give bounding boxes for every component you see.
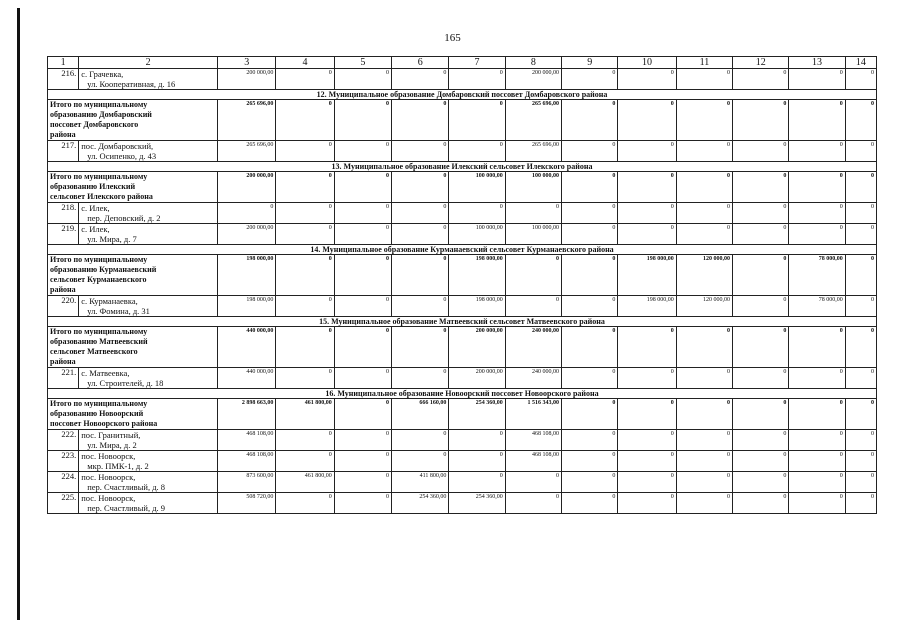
amount-cell: 200 000,00 bbox=[505, 69, 561, 90]
address-line: ул. Мира, д. 2 bbox=[87, 440, 137, 450]
amount-cell: 461 800,00 bbox=[276, 399, 334, 430]
page-number: 165 bbox=[444, 32, 461, 44]
row-number: 224. bbox=[48, 472, 79, 493]
amount-cell: 0 bbox=[276, 368, 334, 389]
column-header: 5 bbox=[334, 57, 391, 69]
amount-cell: 0 bbox=[789, 327, 845, 368]
address-line: с. Илек, bbox=[81, 224, 110, 234]
table-row bbox=[48, 451, 877, 472]
column-header: 13 bbox=[789, 57, 845, 69]
amount-cell: 78 000,00 bbox=[789, 255, 845, 296]
amount-cell: 200 000,00 bbox=[218, 172, 276, 203]
amount-cell: 198 000,00 bbox=[218, 296, 276, 317]
address-line: ул. Мира, д. 7 bbox=[87, 234, 137, 244]
address-cell bbox=[79, 451, 218, 472]
amount-cell: 0 bbox=[334, 451, 391, 472]
amount-cell: 120 000,00 bbox=[676, 255, 732, 296]
amount-cell: 0 bbox=[789, 493, 845, 514]
address-line: ул. Строителей, д. 18 bbox=[87, 378, 164, 388]
address-line: пер. Счастливый, д. 9 bbox=[87, 503, 166, 513]
amount-cell: 240 000,00 bbox=[505, 368, 561, 389]
amount-cell: 0 bbox=[334, 141, 391, 162]
row-number: 222. bbox=[48, 430, 79, 451]
amount-cell: 440 000,00 bbox=[218, 327, 276, 368]
amount-cell: 0 bbox=[334, 172, 391, 203]
amount-cell: 0 bbox=[562, 255, 618, 296]
amount-cell: 0 bbox=[676, 493, 732, 514]
amount-cell: 0 bbox=[334, 493, 391, 514]
address-cell bbox=[79, 472, 218, 493]
amount-cell: 0 bbox=[562, 368, 618, 389]
amount-cell: 0 bbox=[789, 69, 845, 90]
column-header: 9 bbox=[562, 57, 618, 69]
total-label-line: сельсовет Матвеевского bbox=[50, 347, 138, 356]
amount-cell: 0 bbox=[845, 368, 876, 389]
table-row bbox=[48, 368, 877, 389]
total-row bbox=[48, 327, 877, 368]
amount-cell: 468 108,00 bbox=[505, 430, 561, 451]
column-header-row bbox=[48, 57, 877, 69]
amount-cell: 265 696,00 bbox=[218, 100, 276, 141]
amount-cell: 0 bbox=[449, 430, 505, 451]
row-number: 221. bbox=[48, 368, 79, 389]
amount-cell: 0 bbox=[392, 224, 449, 245]
amount-cell: 0 bbox=[562, 100, 618, 141]
amount-cell: 0 bbox=[618, 451, 676, 472]
amount-cell: 0 bbox=[733, 451, 789, 472]
amount-cell: 100 000,00 bbox=[505, 172, 561, 203]
amount-cell: 0 bbox=[334, 327, 391, 368]
total-label-line: района bbox=[50, 357, 76, 366]
amount-cell: 254 360,00 bbox=[449, 399, 505, 430]
amount-cell: 100 000,00 bbox=[505, 224, 561, 245]
amount-cell: 873 600,00 bbox=[218, 472, 276, 493]
amount-cell: 0 bbox=[505, 255, 561, 296]
amount-cell: 0 bbox=[334, 472, 391, 493]
amount-cell: 0 bbox=[789, 141, 845, 162]
amount-cell: 0 bbox=[733, 203, 789, 224]
section-heading-row bbox=[48, 245, 877, 255]
amount-cell: 0 bbox=[276, 141, 334, 162]
total-label-line: поссовет Домбаровского bbox=[50, 120, 139, 129]
address-cell bbox=[79, 430, 218, 451]
section-title: 13. Муниципальное образование Илекский сельсовет Илекского района bbox=[48, 162, 877, 172]
column-header: 3 bbox=[218, 57, 276, 69]
amount-cell: 0 bbox=[562, 430, 618, 451]
amount-cell: 200 000,00 bbox=[218, 224, 276, 245]
amount-cell: 0 bbox=[733, 368, 789, 389]
amount-cell: 0 bbox=[505, 296, 561, 317]
amount-cell: 0 bbox=[276, 430, 334, 451]
amount-cell: 0 bbox=[618, 172, 676, 203]
total-label-line: образованию Домбаровский bbox=[50, 110, 152, 119]
amount-cell: 0 bbox=[276, 327, 334, 368]
total-label-line: Итого по муниципальному bbox=[50, 100, 148, 109]
amount-cell: 0 bbox=[334, 368, 391, 389]
amount-cell: 0 bbox=[618, 100, 676, 141]
total-row bbox=[48, 100, 877, 141]
amount-cell: 0 bbox=[676, 399, 732, 430]
amount-cell: 0 bbox=[276, 203, 334, 224]
amount-cell: 0 bbox=[676, 141, 732, 162]
amount-cell: 0 bbox=[618, 430, 676, 451]
total-row bbox=[48, 399, 877, 430]
address-line: пос. Новоорск, bbox=[81, 472, 136, 482]
amount-cell: 0 bbox=[845, 493, 876, 514]
total-label-line: поссовет Новоорского района bbox=[50, 419, 158, 428]
amount-cell: 0 bbox=[789, 224, 845, 245]
amount-cell: 0 bbox=[334, 399, 391, 430]
amount-cell: 0 bbox=[505, 493, 561, 514]
amount-cell: 0 bbox=[562, 296, 618, 317]
table-row bbox=[48, 69, 877, 90]
address-cell bbox=[79, 69, 218, 90]
amount-cell: 200 000,00 bbox=[449, 327, 505, 368]
amount-cell: 0 bbox=[845, 430, 876, 451]
section-title: 14. Муниципальное образование Курманаевский сельсовет Курманаевского района bbox=[48, 245, 877, 255]
table-row bbox=[48, 296, 877, 317]
amount-cell: 0 bbox=[334, 255, 391, 296]
address-cell bbox=[79, 141, 218, 162]
amount-cell: 240 000,00 bbox=[505, 327, 561, 368]
amount-cell: 0 bbox=[676, 368, 732, 389]
column-header: 8 bbox=[505, 57, 561, 69]
amount-cell: 0 bbox=[733, 172, 789, 203]
amount-cell: 265 696,00 bbox=[505, 141, 561, 162]
total-label-line: района bbox=[50, 285, 76, 294]
amount-cell: 0 bbox=[618, 203, 676, 224]
amount-cell: 120 000,00 bbox=[676, 296, 732, 317]
amount-cell: 0 bbox=[276, 172, 334, 203]
address-cell bbox=[79, 224, 218, 245]
amount-cell: 0 bbox=[562, 172, 618, 203]
row-number: 216. bbox=[48, 69, 79, 90]
row-number: 219. bbox=[48, 224, 79, 245]
amount-cell: 0 bbox=[845, 224, 876, 245]
address-line: пос. Новоорск, bbox=[81, 451, 136, 461]
total-label-line: Итого по муниципальному bbox=[50, 327, 148, 336]
amount-cell: 0 bbox=[676, 100, 732, 141]
amount-cell: 0 bbox=[276, 493, 334, 514]
table-row bbox=[48, 493, 877, 514]
total-row bbox=[48, 255, 877, 296]
amount-cell: 0 bbox=[392, 100, 449, 141]
amount-cell: 0 bbox=[676, 451, 732, 472]
amount-cell: 0 bbox=[845, 472, 876, 493]
address-line: с. Курманаевка, bbox=[81, 296, 138, 306]
total-label-line: Итого по муниципальному bbox=[50, 172, 148, 181]
total-label bbox=[48, 172, 218, 203]
address-line: пос. Домбаровский, bbox=[81, 141, 154, 151]
amount-cell: 0 bbox=[733, 100, 789, 141]
amount-cell: 0 bbox=[562, 451, 618, 472]
amount-cell: 0 bbox=[618, 472, 676, 493]
section-heading-row bbox=[48, 317, 877, 327]
amount-cell: 0 bbox=[733, 224, 789, 245]
amount-cell: 0 bbox=[618, 69, 676, 90]
amount-cell: 0 bbox=[334, 100, 391, 141]
amount-cell: 0 bbox=[789, 203, 845, 224]
row-number: 225. bbox=[48, 493, 79, 514]
amount-cell: 0 bbox=[676, 224, 732, 245]
table-row bbox=[48, 141, 877, 162]
amount-cell: 0 bbox=[676, 172, 732, 203]
amount-cell: 0 bbox=[845, 172, 876, 203]
amount-cell: 100 000,00 bbox=[449, 224, 505, 245]
amount-cell: 0 bbox=[733, 430, 789, 451]
total-label-line: сельсовет Курманаевского bbox=[50, 275, 147, 284]
amount-cell: 0 bbox=[505, 472, 561, 493]
amount-cell: 0 bbox=[562, 399, 618, 430]
column-header: 10 bbox=[618, 57, 676, 69]
amount-cell: 0 bbox=[676, 472, 732, 493]
amount-cell: 0 bbox=[392, 141, 449, 162]
address-line: ул. Кооперативная, д. 16 bbox=[87, 79, 176, 89]
address-line: с. Грачевка, bbox=[81, 69, 124, 79]
address-line: мкр. ПМК-1, д. 2 bbox=[87, 461, 149, 471]
address-line: ул. Фомина, д. 31 bbox=[87, 306, 150, 316]
column-header: 4 bbox=[276, 57, 334, 69]
amount-cell: 468 108,00 bbox=[218, 451, 276, 472]
amount-cell: 0 bbox=[449, 472, 505, 493]
amount-cell: 198 000,00 bbox=[449, 255, 505, 296]
amount-cell: 0 bbox=[845, 141, 876, 162]
amount-cell: 666 160,00 bbox=[392, 399, 449, 430]
address-cell bbox=[79, 368, 218, 389]
amount-cell: 0 bbox=[789, 430, 845, 451]
total-label-line: образованию Новоорский bbox=[50, 409, 144, 418]
column-header: 12 bbox=[733, 57, 789, 69]
address-line: пос. Новоорск, bbox=[81, 493, 136, 503]
amount-cell: 0 bbox=[845, 255, 876, 296]
section-heading-row bbox=[48, 162, 877, 172]
column-header: 11 bbox=[676, 57, 732, 69]
amount-cell: 0 bbox=[618, 224, 676, 245]
amount-cell: 0 bbox=[618, 493, 676, 514]
address-line: с. Матвеевка, bbox=[81, 368, 130, 378]
amount-cell: 0 bbox=[392, 451, 449, 472]
amount-cell: 198 000,00 bbox=[449, 296, 505, 317]
amount-cell: 0 bbox=[449, 100, 505, 141]
table-row bbox=[48, 224, 877, 245]
column-header: 7 bbox=[449, 57, 505, 69]
amount-cell: 0 bbox=[392, 430, 449, 451]
amount-cell: 0 bbox=[392, 368, 449, 389]
amount-cell: 0 bbox=[676, 69, 732, 90]
amount-cell: 0 bbox=[733, 69, 789, 90]
amount-cell: 0 bbox=[618, 327, 676, 368]
row-number: 220. bbox=[48, 296, 79, 317]
amount-cell: 0 bbox=[733, 399, 789, 430]
column-header: 1 bbox=[48, 57, 79, 69]
amount-cell: 0 bbox=[276, 296, 334, 317]
total-row bbox=[48, 172, 877, 203]
column-header: 6 bbox=[392, 57, 449, 69]
amount-cell: 0 bbox=[789, 472, 845, 493]
table-row bbox=[48, 472, 877, 493]
amount-cell: 0 bbox=[676, 203, 732, 224]
amount-cell: 468 108,00 bbox=[505, 451, 561, 472]
amount-cell: 0 bbox=[733, 493, 789, 514]
total-label bbox=[48, 255, 218, 296]
amount-cell: 0 bbox=[276, 100, 334, 141]
total-label-line: образованию Матвеевский bbox=[50, 337, 148, 346]
amount-cell: 0 bbox=[334, 296, 391, 317]
row-number: 218. bbox=[48, 203, 79, 224]
amount-cell: 0 bbox=[789, 451, 845, 472]
amount-cell: 0 bbox=[276, 451, 334, 472]
address-line: пер. Счастливый, д. 8 bbox=[87, 482, 166, 492]
amount-cell: 0 bbox=[392, 327, 449, 368]
amount-cell: 0 bbox=[562, 224, 618, 245]
amount-cell: 198 000,00 bbox=[218, 255, 276, 296]
amount-cell: 265 696,00 bbox=[218, 141, 276, 162]
amount-cell: 0 bbox=[449, 451, 505, 472]
budget-table bbox=[47, 56, 877, 514]
row-number: 217. bbox=[48, 141, 79, 162]
amount-cell: 0 bbox=[334, 203, 391, 224]
amount-cell: 0 bbox=[276, 69, 334, 90]
amount-cell: 0 bbox=[392, 203, 449, 224]
total-label bbox=[48, 100, 218, 141]
amount-cell: 508 720,00 bbox=[218, 493, 276, 514]
address-cell bbox=[79, 296, 218, 317]
address-cell bbox=[79, 493, 218, 514]
amount-cell: 0 bbox=[276, 224, 334, 245]
amount-cell: 0 bbox=[562, 141, 618, 162]
amount-cell: 0 bbox=[789, 100, 845, 141]
table-row bbox=[48, 203, 877, 224]
amount-cell: 0 bbox=[392, 296, 449, 317]
amount-cell: 0 bbox=[618, 368, 676, 389]
amount-cell: 254 360,00 bbox=[392, 493, 449, 514]
amount-cell: 411 800,00 bbox=[392, 472, 449, 493]
amount-cell: 0 bbox=[334, 224, 391, 245]
amount-cell: 0 bbox=[733, 141, 789, 162]
amount-cell: 0 bbox=[449, 69, 505, 90]
amount-cell: 0 bbox=[845, 100, 876, 141]
amount-cell: 200 000,00 bbox=[218, 69, 276, 90]
amount-cell: 0 bbox=[392, 255, 449, 296]
amount-cell: 0 bbox=[449, 141, 505, 162]
amount-cell: 2 898 663,00 bbox=[218, 399, 276, 430]
section-heading-row bbox=[48, 389, 877, 399]
amount-cell: 198 000,00 bbox=[618, 255, 676, 296]
amount-cell: 0 bbox=[618, 141, 676, 162]
amount-cell: 0 bbox=[845, 69, 876, 90]
amount-cell: 0 bbox=[562, 69, 618, 90]
column-header: 2 bbox=[79, 57, 218, 69]
amount-cell: 0 bbox=[334, 430, 391, 451]
amount-cell: 0 bbox=[733, 296, 789, 317]
total-label-line: района bbox=[50, 130, 76, 139]
amount-cell: 0 bbox=[218, 203, 276, 224]
amount-cell: 0 bbox=[733, 255, 789, 296]
total-label bbox=[48, 327, 218, 368]
amount-cell: 0 bbox=[789, 368, 845, 389]
amount-cell: 440 000,00 bbox=[218, 368, 276, 389]
amount-cell: 0 bbox=[618, 399, 676, 430]
row-number: 223. bbox=[48, 451, 79, 472]
total-label bbox=[48, 399, 218, 430]
amount-cell: 0 bbox=[845, 296, 876, 317]
amount-cell: 78 000,00 bbox=[789, 296, 845, 317]
amount-cell: 0 bbox=[733, 327, 789, 368]
amount-cell: 0 bbox=[276, 255, 334, 296]
amount-cell: 100 000,00 bbox=[449, 172, 505, 203]
amount-cell: 0 bbox=[334, 69, 391, 90]
section-title: 15. Муниципальное образование Матвеевский сельсовет Матвеевского района bbox=[48, 317, 877, 327]
total-label-line: образованию Илекский bbox=[50, 182, 136, 191]
total-label-line: Итого по муниципальному bbox=[50, 255, 148, 264]
section-title: 12. Муниципальное образование Домбаровский поссовет Домбаровского района bbox=[48, 90, 877, 100]
total-label-line: Итого по муниципальному bbox=[50, 399, 148, 408]
amount-cell: 0 bbox=[562, 327, 618, 368]
amount-cell: 265 696,00 bbox=[505, 100, 561, 141]
amount-cell: 0 bbox=[845, 203, 876, 224]
amount-cell: 0 bbox=[789, 399, 845, 430]
table-row bbox=[48, 430, 877, 451]
amount-cell: 0 bbox=[789, 172, 845, 203]
amount-cell: 198 000,00 bbox=[618, 296, 676, 317]
amount-cell: 0 bbox=[845, 399, 876, 430]
amount-cell: 0 bbox=[676, 430, 732, 451]
amount-cell: 468 108,00 bbox=[218, 430, 276, 451]
total-label-line: сельсовет Илекского района bbox=[50, 192, 153, 201]
address-line: пер. Деповский, д. 2 bbox=[87, 213, 161, 223]
amount-cell: 0 bbox=[505, 203, 561, 224]
amount-cell: 0 bbox=[562, 493, 618, 514]
address-cell bbox=[79, 203, 218, 224]
column-header: 14 bbox=[845, 57, 876, 69]
amount-cell: 0 bbox=[449, 203, 505, 224]
amount-cell: 200 000,00 bbox=[449, 368, 505, 389]
section-title: 16. Муниципальное образование Новоорский поссовет Новоорского района bbox=[48, 389, 877, 399]
address-line: ул. Осипенко, д. 43 bbox=[87, 151, 157, 161]
amount-cell: 0 bbox=[562, 472, 618, 493]
amount-cell: 0 bbox=[392, 69, 449, 90]
section-heading-row bbox=[48, 90, 877, 100]
address-line: с. Илек, bbox=[81, 203, 110, 213]
address-line: пос. Гранитный, bbox=[81, 430, 141, 440]
total-label-line: образованию Курманаевский bbox=[50, 265, 157, 274]
amount-cell: 0 bbox=[392, 172, 449, 203]
amount-cell: 0 bbox=[845, 327, 876, 368]
binding-rule bbox=[17, 8, 20, 620]
amount-cell: 1 516 343,00 bbox=[505, 399, 561, 430]
amount-cell: 0 bbox=[733, 472, 789, 493]
amount-cell: 0 bbox=[562, 203, 618, 224]
amount-cell: 254 360,00 bbox=[449, 493, 505, 514]
amount-cell: 461 800,00 bbox=[276, 472, 334, 493]
amount-cell: 0 bbox=[676, 327, 732, 368]
amount-cell: 0 bbox=[845, 451, 876, 472]
